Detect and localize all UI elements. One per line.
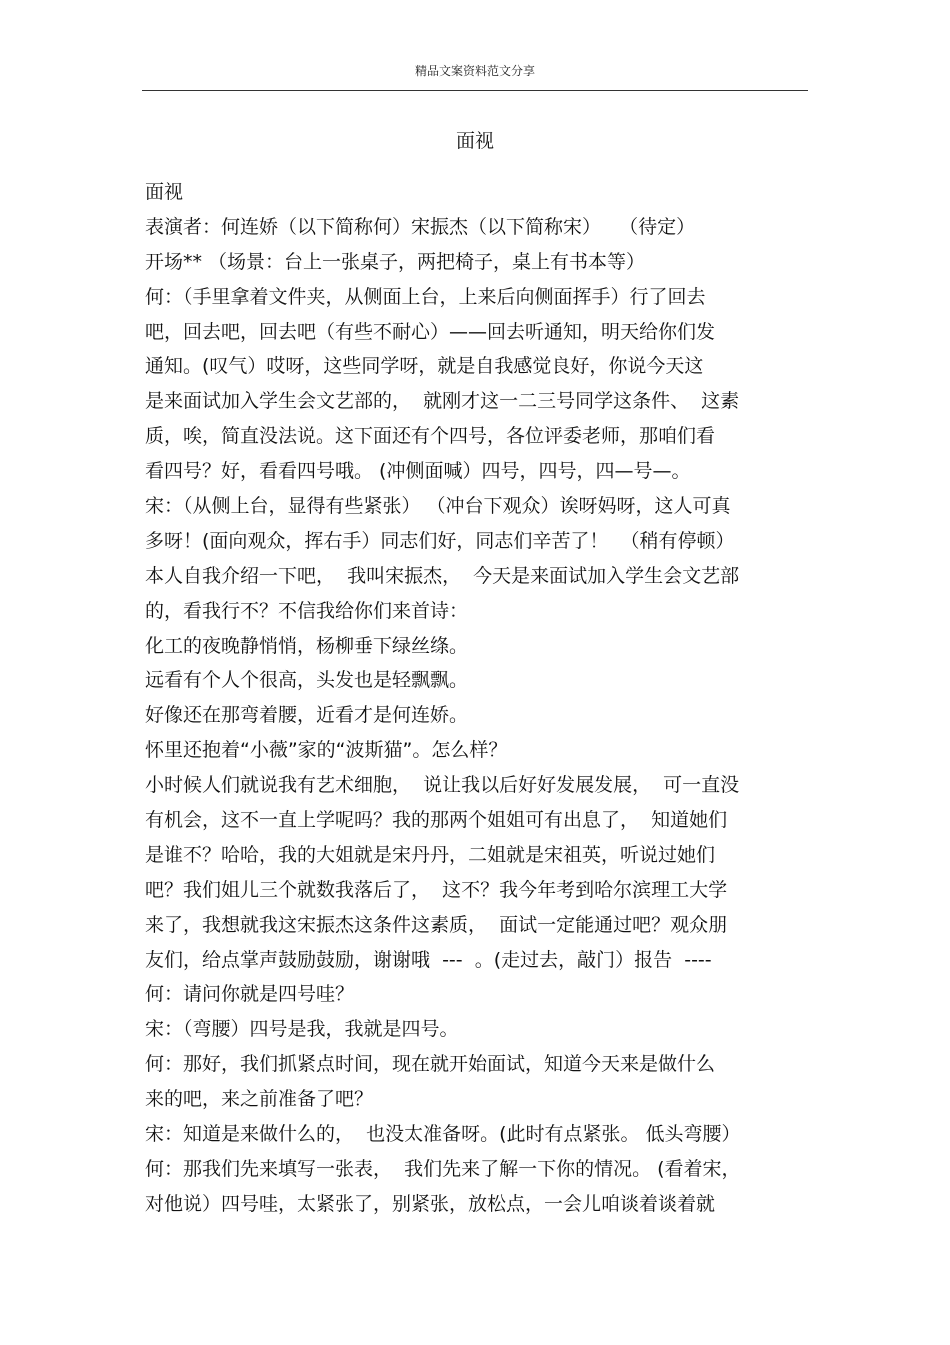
body-line: 何：那我们先来填写一张表， 我们先来了解一下你的情况。 (看着宋， <box>145 1157 741 1180</box>
body-line: 来了，我想就我这宋振杰这条件这素质， 面试一定能通过吧？观众朋 <box>145 913 728 936</box>
poem-line: 远看有个人个很高，头发也是轻飘飘。 <box>145 669 469 692</box>
body-line: 是来面试加入学生会文艺部的， 就刚才这一二三号同学这条件、 这素 <box>145 390 740 413</box>
poem-line: 怀里还抱着“小薇”家的“波斯猫”。怎么样？ <box>145 739 508 762</box>
body-line: 何：那好，我们抓紧点时间，现在就开始面试，知道今天来是做什么 <box>145 1053 716 1076</box>
body-line: 通知。(叹气）哎呀，这些同学呀，就是自我感觉良好，你说今天这 <box>145 355 704 378</box>
body-line: 本人自我介绍一下吧， 我叫宋振杰， 今天是来面试加入学生会文艺部 <box>145 564 740 587</box>
body-line: 对他说）四号哇，太紧张了，别紧张，放松点，一会儿咱谈着谈着就 <box>145 1192 716 1215</box>
body-line: 是谁不？哈哈，我的大姐就是宋丹丹，二姐就是宋祖英，听说过她们 <box>145 843 716 866</box>
body-line: 来的吧，来之前准备了吧？ <box>145 1088 374 1111</box>
body-line: 质，唉，简直没法说。这下面还有个四号，各位评委老师，那咱们看 <box>145 425 716 448</box>
body-line: 吧，回去吧，回去吧（有些不耐心）——回去听通知，明天给你们发 <box>145 320 716 343</box>
body-line: 有机会，这不一直上学呢吗？我的那两个姐姐可有出息了， 知道她们 <box>145 809 728 832</box>
body-line: 何：（手里拿着文件夹，从侧面上台，上来后向侧面挥手）行了回去 <box>145 285 706 308</box>
body-line: 面视 <box>145 181 184 203</box>
body-line: 宋：（弯腰）四号是我，我就是四号。 <box>145 1018 459 1041</box>
document-body <box>145 175 810 1222</box>
body-line: 开场** （场景：台上一张桌子，两把椅子，桌上有书本等） <box>145 250 646 273</box>
body-line: 多呀！(面向观众，挥右手）同志们好，同志们辛苦了！ （稍有停顿） <box>145 529 735 552</box>
body-line: 宋：知道是来做什么的， 也没太准备呀。(此时有点紧张。 低头弯腰） <box>145 1123 741 1146</box>
body-line: 友们，给点掌声鼓励鼓励，谢谢哦 --- 。(走过去，敲门）报告 ---- <box>145 948 712 971</box>
document-title: 面视 <box>455 130 494 152</box>
poem-line: 好像还在那弯着腰，近看才是何连娇。 <box>145 704 469 727</box>
body-line: 的，看我行不？不信我给你们来首诗： <box>145 599 469 622</box>
body-line: 小时候人们就说我有艺术细胞， 说让我以后好好发展发展， 可一直没 <box>145 774 740 797</box>
page-header: 精品文案资料范文分享 <box>414 64 535 78</box>
header-divider <box>142 90 808 91</box>
body-line: 何：请问你就是四号哇？ <box>145 983 355 1006</box>
body-line: 宋：（从侧上台，显得有些紧张） （冲台下观众）诶呀妈呀，这人可真 <box>145 495 731 518</box>
body-line: 吧？我们姐儿三个就数我落后了， 这不？我今年考到哈尔滨理工大学 <box>145 878 728 901</box>
body-line: 看四号？好，看看四号哦。 (冲侧面喊）四号，四号，四—号—。 <box>145 460 691 483</box>
body-line: 表演者：何连娇（以下简称何）宋振杰（以下简称宋） （待定） <box>145 215 696 238</box>
poem-line: 化工的夜晚静悄悄，杨柳垂下绿丝绦。 <box>145 634 469 657</box>
